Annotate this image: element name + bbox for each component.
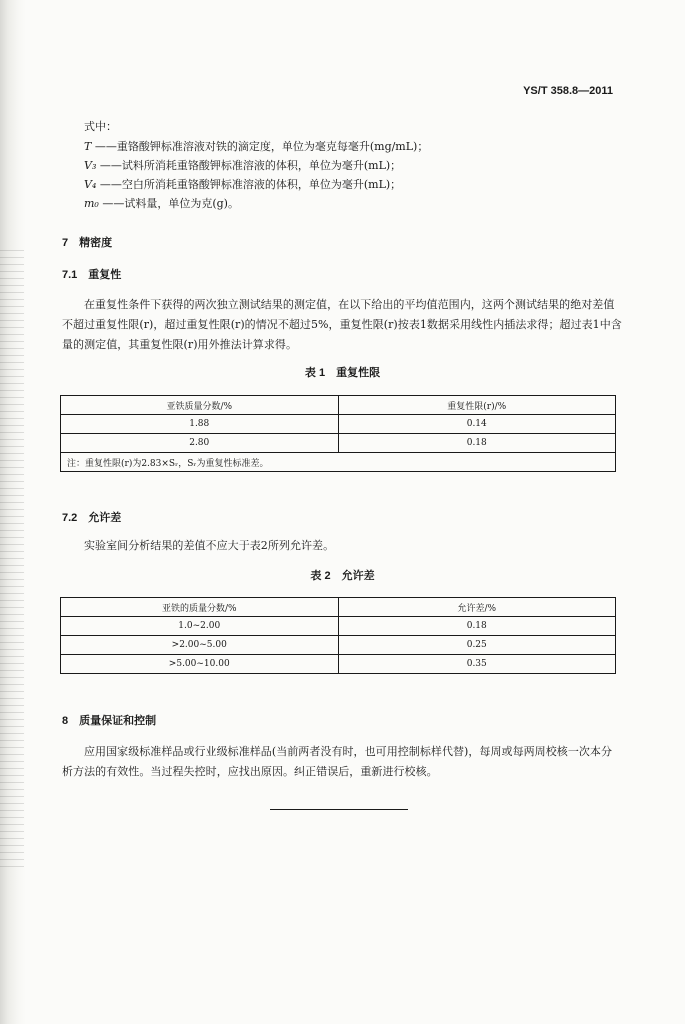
symbol: V₄	[84, 178, 97, 191]
symbol-desc: ——试料所消耗重铬酸钾标准溶液的体积，单位为毫升(mL)；	[99, 159, 402, 172]
table-1-note: 注：重复性限(r)为2.83×Sᵣ，Sᵣ为重复性标准差。	[61, 453, 616, 472]
table-row	[61, 434, 616, 453]
symbol: m₀	[84, 197, 99, 210]
symbol-desc: ——空白所消耗重铬酸钾标准溶液的体积，单位为毫升(mL)；	[99, 178, 402, 191]
table-1	[60, 395, 616, 472]
table-cell: 0.25	[338, 636, 616, 655]
where-item-t	[84, 138, 428, 154]
table-row	[61, 415, 616, 434]
table-2-caption: 表 2 允许差	[310, 570, 375, 582]
table-cell: 0.35	[338, 655, 616, 674]
where-intro: 式中：	[84, 120, 117, 133]
table-2-header-mass-fraction: 亚铁的质量分数/%	[61, 598, 339, 617]
symbol-desc: ——重铬酸钾标准溶液对铁的滴定度，单位为毫克每毫升(mg/mL)；	[94, 140, 429, 153]
table-cell: 0.14	[338, 415, 616, 434]
table-1-caption: 表 1 重复性限	[304, 367, 381, 379]
table-cell: 0.18	[338, 617, 616, 636]
table-note-row	[61, 453, 616, 472]
symbol-desc: ——试料量，单位为克(g)。	[102, 197, 239, 210]
section-8-heading: 8 质量保证和控制	[62, 715, 157, 727]
table-cell: 2.80	[61, 434, 339, 453]
section-7-2-paragraph: 实验室间分析结果的差值不应大于表2所列允许差。	[84, 539, 335, 552]
section-7-1-paragraph: 在重复性条件下获得的两次独立测试结果的测定值，在以下给出的平均值范围内，这两个测试结果的绝对差值不超过重复性限(r)，超过重复性限(r)的情况不超过5%，重复性限(r)按表1数据采用线性内插法求得；超过表1中含量的测定值，其重复性限(r)用外推法计算求得。	[62, 298, 622, 351]
where-item-v3	[84, 157, 401, 173]
table-cell: 0.18	[338, 434, 616, 453]
where-item-m0	[84, 195, 239, 211]
section-7-heading: 7 精密度	[62, 237, 113, 249]
table-cell: >2.00~5.00	[61, 636, 339, 655]
table-1-header-mass-fraction: 亚铁质量分数/%	[61, 396, 339, 415]
where-item-v4	[84, 176, 401, 192]
table-cell: 1.88	[61, 415, 339, 434]
section-7-2-heading: 7.2 允许差	[62, 512, 122, 524]
document-code: YS/T 358.8—2011	[523, 85, 613, 97]
symbol: T	[84, 140, 92, 153]
table-2	[60, 597, 616, 674]
table-2-header-tolerance: 允许差/%	[338, 598, 616, 617]
table-cell: >5.00~10.00	[61, 655, 339, 674]
section-7-1-heading: 7.1 重复性	[62, 269, 122, 281]
table-cell: 1.0~2.00	[61, 617, 339, 636]
table-row	[61, 655, 616, 674]
table-row	[61, 636, 616, 655]
scan-edge-specks	[0, 250, 24, 870]
section-8-paragraph: 应用国家级标准样品或行业级标准样品(当前两者没有时，也可用控制标样代替)，每周或每两周校核一次本分析方法的有效性。当过程失控时，应找出原因。纠正错误后，重新进行校核。	[62, 745, 613, 778]
table-row	[61, 617, 616, 636]
end-rule	[270, 809, 408, 810]
table-1-header-repeatability: 重复性限(r)/%	[338, 396, 616, 415]
symbol: V₃	[84, 159, 97, 172]
